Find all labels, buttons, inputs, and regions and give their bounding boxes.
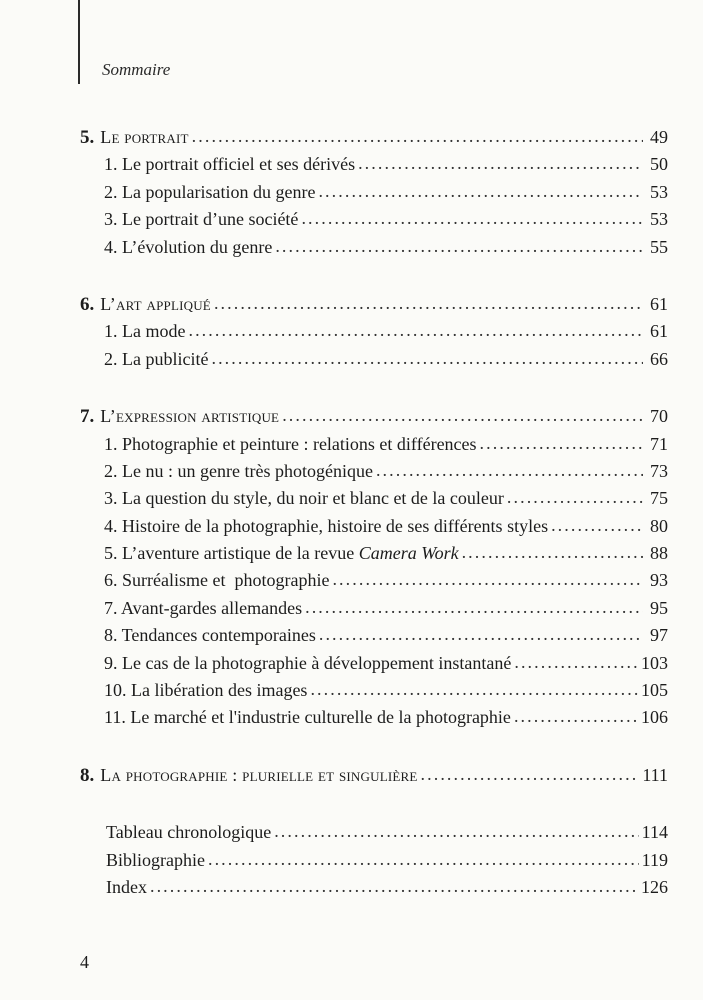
toc-section bbox=[80, 485, 668, 512]
page-number: 114 bbox=[641, 822, 668, 843]
page-number: 97 bbox=[650, 625, 668, 646]
leader-dots bbox=[305, 594, 643, 621]
chapter-title: L’art appliqué bbox=[100, 293, 211, 314]
toc-back-matter bbox=[80, 847, 668, 874]
page-number: 119 bbox=[641, 849, 668, 870]
page-number: 75 bbox=[650, 488, 668, 509]
section-title: 4. Histoire de la photographie, histoire de ses différents styles bbox=[104, 515, 549, 536]
toc-chapter-5 bbox=[80, 124, 668, 151]
leader-dots bbox=[319, 621, 643, 648]
leader-dots bbox=[514, 703, 638, 730]
toc-section bbox=[80, 622, 668, 649]
leader-dots bbox=[150, 873, 638, 900]
section-title: 4. L’évolution du genre bbox=[104, 236, 273, 257]
toc-chapter-6 bbox=[80, 291, 668, 318]
back-matter-title: Index bbox=[106, 876, 147, 897]
page-number: 103 bbox=[641, 652, 668, 673]
leader-dots bbox=[211, 345, 643, 372]
leader-dots bbox=[507, 484, 643, 511]
leader-dots bbox=[282, 402, 643, 429]
section-title: 9. Le cas de la photographie à développement instantané bbox=[104, 652, 512, 673]
journal-title: Camera Work bbox=[358, 543, 459, 564]
page-number: 95 bbox=[650, 597, 668, 618]
toc-back-matter bbox=[80, 874, 668, 901]
section-title: 11. Le marché et l'industrie culturelle de la photographie bbox=[104, 707, 511, 728]
leader-dots bbox=[462, 539, 643, 566]
toc-section bbox=[80, 595, 668, 622]
toc-section bbox=[80, 346, 668, 373]
leader-dots bbox=[214, 290, 643, 317]
leader-dots bbox=[301, 205, 643, 232]
chapter-number: 7. bbox=[80, 406, 95, 428]
toc-section bbox=[80, 151, 668, 178]
page-folio: 4 bbox=[80, 952, 89, 972]
page-number: 70 bbox=[650, 406, 668, 427]
table-of-contents bbox=[80, 124, 668, 901]
section-title: 1. La mode bbox=[104, 321, 186, 342]
page-number: 61 bbox=[650, 293, 668, 314]
toc-section bbox=[80, 234, 668, 261]
page-number: 71 bbox=[650, 433, 668, 454]
leader-dots bbox=[274, 818, 638, 845]
toc-back-matter bbox=[80, 819, 668, 846]
section-title: 1. Le portrait officiel et ses dérivés bbox=[104, 154, 356, 175]
page-number: 73 bbox=[650, 460, 668, 481]
leader-dots bbox=[208, 846, 639, 873]
toc-section bbox=[80, 458, 668, 485]
section-title: 6. Surréalisme et photographie bbox=[104, 570, 330, 591]
chapter-title: L’expression artistique bbox=[100, 406, 280, 427]
toc-section bbox=[80, 677, 668, 704]
page-number: 93 bbox=[650, 570, 668, 591]
page-number: 53 bbox=[650, 209, 668, 230]
page-number: 126 bbox=[641, 876, 668, 897]
page-number: 53 bbox=[650, 181, 668, 202]
chapter-number: 8. bbox=[80, 764, 95, 786]
section-title bbox=[104, 540, 459, 567]
leader-dots bbox=[421, 761, 640, 788]
section-title: 2. La publicité bbox=[104, 348, 209, 369]
back-matter-title: Tableau chronologique bbox=[106, 822, 272, 843]
running-head: Sommaire bbox=[102, 60, 171, 79]
toc-chapter-7 bbox=[80, 403, 668, 430]
margin-rule bbox=[78, 0, 80, 84]
section-title: 3. Le portrait d’une société bbox=[104, 209, 299, 230]
page-number: 55 bbox=[650, 236, 668, 257]
section-title: 2. Le nu : un genre très photogénique bbox=[104, 460, 373, 481]
toc-section bbox=[80, 431, 668, 458]
page-number: 50 bbox=[650, 154, 668, 175]
chapter-number: 5. bbox=[80, 127, 95, 148]
leader-dots bbox=[192, 123, 643, 150]
back-matter-title: Bibliographie bbox=[106, 849, 205, 870]
section-title: 10. La libération des images bbox=[104, 680, 308, 701]
toc-chapter-8 bbox=[80, 762, 668, 789]
toc-section bbox=[80, 650, 668, 677]
chapter-number: 6. bbox=[80, 293, 95, 315]
chapter-title: Le portrait bbox=[100, 127, 189, 147]
page-number: 88 bbox=[650, 543, 668, 564]
section-title: 8. Tendances contemporaines bbox=[104, 625, 316, 646]
section-title: 1. Photographie et peinture : relations et différences bbox=[104, 433, 477, 454]
leader-dots bbox=[480, 430, 643, 457]
leader-dots bbox=[310, 676, 638, 703]
leader-dots bbox=[358, 150, 643, 177]
toc-section bbox=[80, 318, 668, 345]
page-number: 106 bbox=[641, 707, 668, 728]
leader-dots bbox=[332, 566, 643, 593]
page-number: 49 bbox=[650, 127, 668, 147]
leader-dots bbox=[275, 233, 643, 260]
section-title: 2. La popularisation du genre bbox=[104, 181, 316, 202]
page-number: 66 bbox=[650, 348, 668, 369]
chapter-title: La photographie : plurielle et singulière bbox=[100, 764, 418, 785]
toc-section bbox=[80, 567, 668, 594]
toc-section bbox=[80, 206, 668, 233]
page-number: 105 bbox=[641, 680, 668, 701]
leader-dots bbox=[551, 512, 643, 539]
toc-section bbox=[80, 513, 668, 540]
page-number: 80 bbox=[650, 515, 668, 536]
section-title-prefix: 5. L’aventure artistique de la revue bbox=[104, 543, 359, 564]
leader-dots bbox=[318, 178, 643, 205]
leader-dots bbox=[376, 457, 643, 484]
page-number: 61 bbox=[650, 321, 668, 342]
leader-dots bbox=[188, 317, 643, 344]
section-title: 3. La question du style, du noir et blanc et de la couleur bbox=[104, 488, 504, 509]
toc-section bbox=[80, 179, 668, 206]
toc-section bbox=[80, 704, 668, 731]
toc-section bbox=[80, 540, 668, 567]
page-number: 111 bbox=[642, 764, 668, 785]
leader-dots bbox=[514, 649, 638, 676]
section-title: 7. Avant-gardes allemandes bbox=[104, 597, 303, 618]
